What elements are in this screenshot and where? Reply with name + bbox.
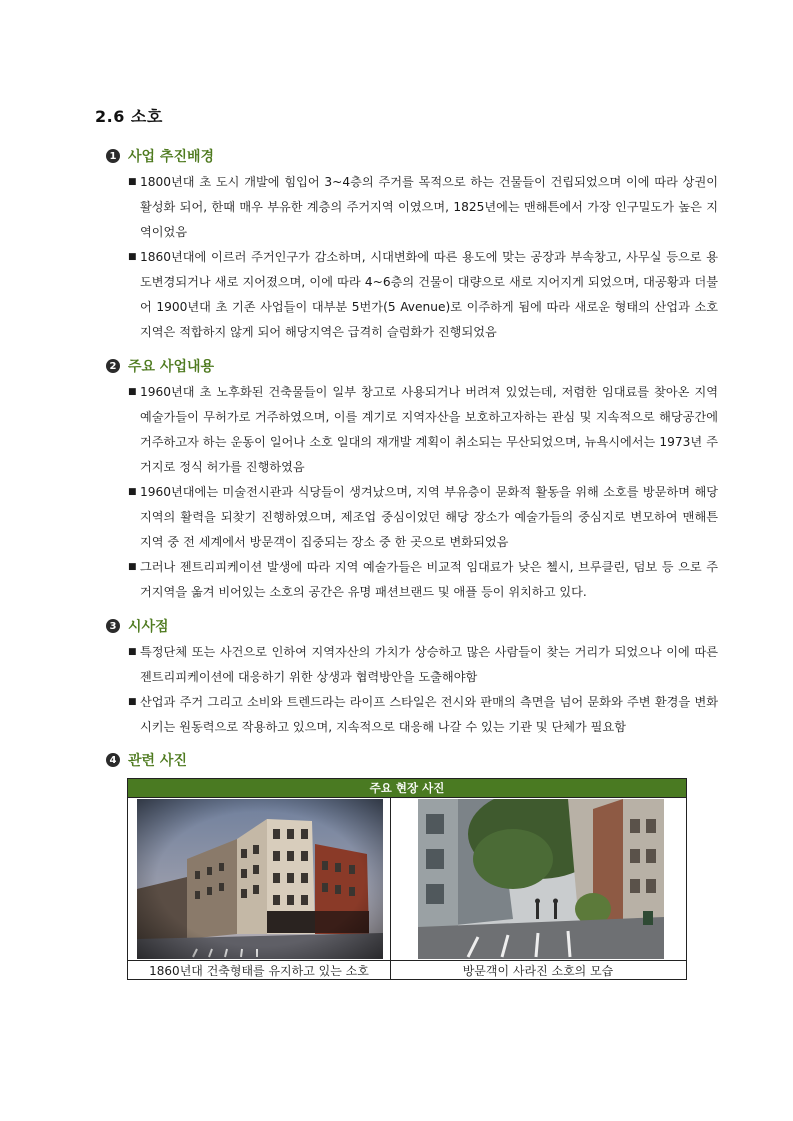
section-heading-background: [106, 146, 214, 166]
bullet-square-icon: ■: [128, 647, 137, 657]
bullet-item: [128, 690, 718, 740]
bullet-square-icon: ■: [128, 487, 137, 497]
section-title: 관련 사진: [128, 753, 187, 769]
bullet-item: [128, 380, 718, 480]
bullet-item: [128, 170, 718, 245]
bullet-square-icon: ■: [128, 177, 137, 187]
bullet-square-icon: ■: [128, 387, 137, 397]
bullet-item: [128, 555, 718, 605]
section-title: 사업 추진배경: [128, 149, 215, 165]
photo-caption-left: 1860년대 건축형태를 유지하고 있는 소호: [149, 964, 369, 978]
section-heading-implications: [106, 616, 169, 636]
bullet-square-icon: ■: [128, 252, 137, 262]
bullet-square-icon: ■: [128, 697, 137, 707]
bullet-text: 1800년대 초 도시 개발에 힘입어 3~4층의 주거를 목적으로 하는 건물들이 건립되었으며 이에 따라 상권이 활성화 되어, 한때 매우 부유한 계층의 주거지역 이였으며, 1825년에는 맨해튼에서 가장 인구밀도가 높은 지역이었음: [140, 175, 718, 239]
bullet-text: 그러나 젠트리피케이션 발생에 따라 지역 예술가들은 비교적 임대료가 낮은 첼시, 브루클린, 덤보 등 으로 주거지역을 옮겨 비어있는 소호의 공간은 유명 패션브랜드 및 애플 등이 위치하고 있다.: [140, 560, 718, 599]
section-number-badge: 2: [106, 359, 120, 373]
section-number-badge: 3: [106, 619, 120, 633]
photo-caption-right: 방문객이 사라진 소호의 모습: [462, 964, 614, 978]
section-heading-photos: [106, 750, 187, 770]
bullet-text: 1960년대 초 노후화된 건축물들이 일부 창고로 사용되거나 버려져 있었는데, 저렴한 임대료를 찾아온 지역 예술가들이 무허가로 거주하였으며, 이를 계기로 지역자산을 보호하고자하는 관심 및 지속적으로 해당공간에 거주하고자 하는 운동이 일어나 소호 일대의 재개발 계획이 취소되는 무산되었으며, 뉴욕시에서는 1973년 주거지로 정식 허가를 진행하였음: [140, 385, 718, 474]
bullet-item: [128, 480, 718, 555]
section-title: 시사점: [128, 619, 169, 635]
bullet-text: 1860년대에 이르러 주거인구가 감소하며, 시대변화에 따른 용도에 맞는 공장과 부속창고, 사무실 등으로 용도변경되거나 새로 지어졌으며, 이에 따라 4~6층의 건물이 대량으로 새로 지어지게 되었으며, 대공황과 더불어 1900년대 초 기존 사업들이 대부분 5번가(5 Avenue)로 이주하게 됨에 따라 새로운 형태의 산업과 소호 지역은 적합하지 않게 되어 해당지역은 급격히 슬럼화가 진행되었음: [140, 250, 718, 339]
photo-table: [127, 778, 687, 980]
section-heading-projects: [106, 356, 214, 376]
caption-row-border: [128, 960, 686, 961]
section-title: 주요 사업내용: [128, 359, 215, 375]
bullet-text: 1960년대에는 미술전시관과 식당들이 생겨났으며, 지역 부유층이 문화적 활동을 위해 소호를 방문하며 해당지역의 활력을 되찾기 진행하였으며, 제조업 중심이었던 해당 장소가 예술가들의 중심지로 변모하여 맨해튼 지역 중 전 세계에서 방문객이 집중되는 장소 중 한 곳으로 변화되었음: [140, 485, 718, 549]
table-divider: [390, 797, 391, 979]
section-number-badge: 4: [106, 753, 120, 767]
bullet-item: [128, 245, 718, 345]
soho-street-photo: [418, 799, 664, 959]
page-title: 2.6 소호: [95, 107, 163, 126]
bullet-text: 산업과 주거 그리고 소비와 트렌드라는 라이프 스타일은 전시와 판매의 측면을 넘어 문화와 주변 환경을 변화시키는 원동력으로 작용하고 있으며, 지속적으로 대응해 나갈 수 있는 기관 및 단체가 필요함: [140, 695, 718, 734]
section-number-badge: 1: [106, 149, 120, 163]
bullet-item: [128, 640, 718, 690]
photo-table-header: 주요 현장 사진: [128, 779, 686, 798]
bullet-square-icon: ■: [128, 562, 137, 572]
bullet-text: 특정단체 또는 사건으로 인하여 지역자산의 가치가 상승하고 많은 사람들이 찾는 거리가 되었으나 이에 따른 젠트리피케이션에 대응하기 위한 상생과 협력방안을 도출해야함: [140, 645, 718, 684]
soho-buildings-photo: [137, 799, 383, 959]
